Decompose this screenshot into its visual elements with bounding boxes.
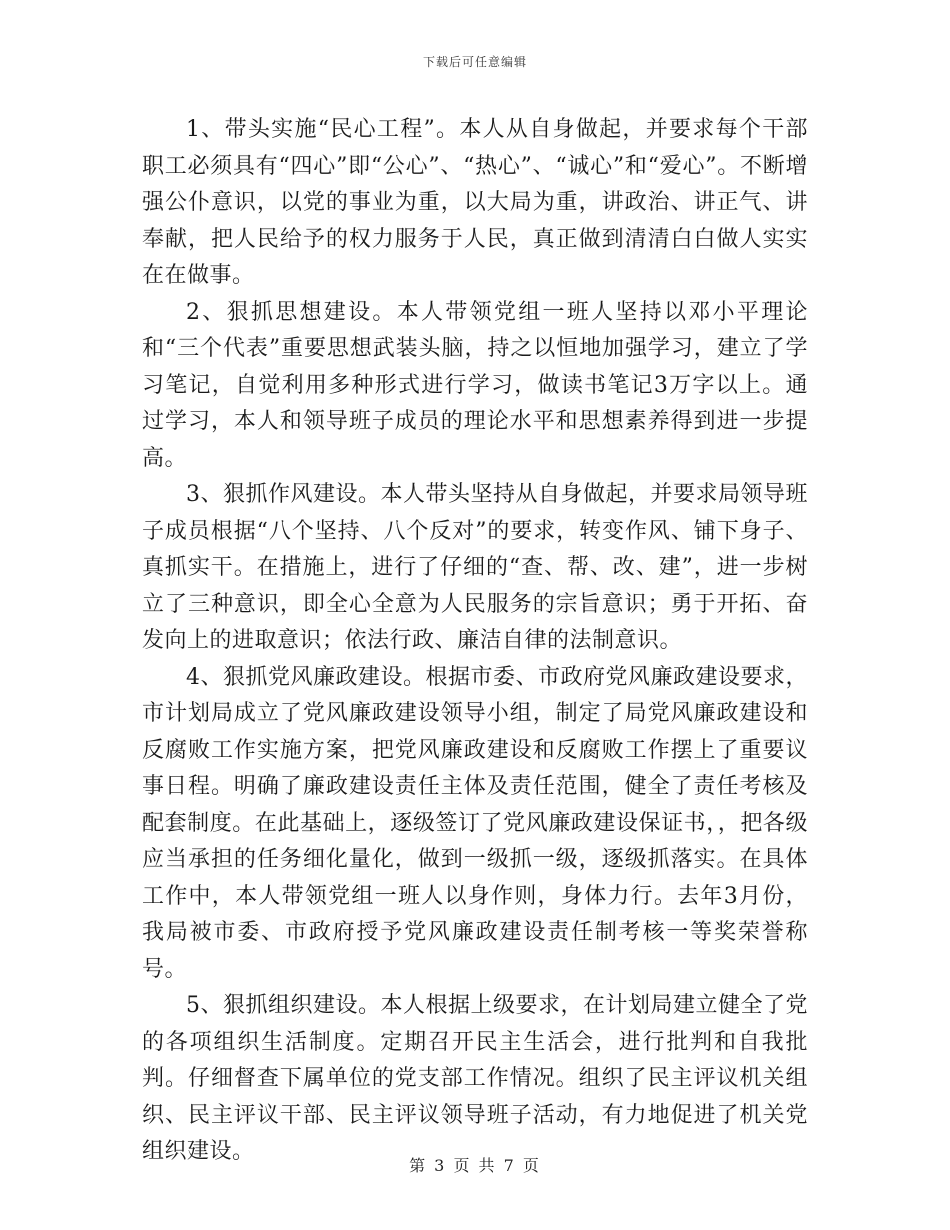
paragraph-3: 3、狠抓作风建设。本人带头坚持从自身做起，并要求局领导班子成员根据“八个坚持、八个反对”的要求，转变作风、铺下身子、真抓实干。在措施上，进行了仔细的“查、帮、改、建”，进一步树立了三种意识，即全心全意为人民服务的宗旨意识；勇于开拓、奋发向上的进取意识；依法行政、廉洁自律的法制意识。: [142, 482, 808, 653]
paragraph-1: 1、带头实施“民心工程”。本人从自身做起，并要求每个干部职工必须具有“四心”即“公心”、“热心”、“诚心”和“爱心”。不断增强公仆意识，以党的事业为重，以大局为重，讲政治、讲正气、讲奉献，把人民给予的权力服务于人民，真正做到清清白白做人实实在在做事。: [142, 117, 808, 288]
page-header-note: 下载后可任意编辑: [422, 55, 527, 69]
page-number-footer: 第 3 页 共 7 页: [409, 1156, 541, 1175]
paragraph-2: 2、狠抓思想建设。本人带领党组一班人坚持以邓小平理论和“三个代表”重要思想武装头脑，持之以恒地加强学习，建立了学习笔记，自觉利用多种形式进行学习，做读书笔记3万字以上。通过学习，本人和领导班子成员的理论水平和思想素养得到进一步提高。: [142, 299, 808, 471]
paragraph-4: 4、狠抓党风廉政建设。根据市委、市政府党风廉政建设要求，市计划局成立了党风廉政建设领导小组，制定了局党风廉政建设和反腐败工作实施方案，把党风廉政建设和反腐败工作摆上了重要议事日程。明确了廉政建设责任主体及责任范围，健全了责任考核及配套制度。在此基础上，逐级签订了党风廉政建设保证书，，把各级应当承担的任务细化量化，做到一级抓一级，逐级抓落实。在具体工作中，本人带领党组一班人以身作则，身体力行。去年3月份，我局被市委、市政府授予党风廉政建设责任制考核一等奖荣誉称号。: [142, 664, 808, 982]
document-body: [142, 112, 808, 1171]
paragraph-5: 5、狠抓组织建设。本人根据上级要求，在计划局建立健全了党的各项组织生活制度。定期召开民主生活会，进行批判和自我批判。仔细督查下属单位的党支部工作情况。组织了民主评议机关组织、民主评议干部、民主评议领导班子活动，有力地促进了机关党组织建设。: [142, 993, 808, 1164]
